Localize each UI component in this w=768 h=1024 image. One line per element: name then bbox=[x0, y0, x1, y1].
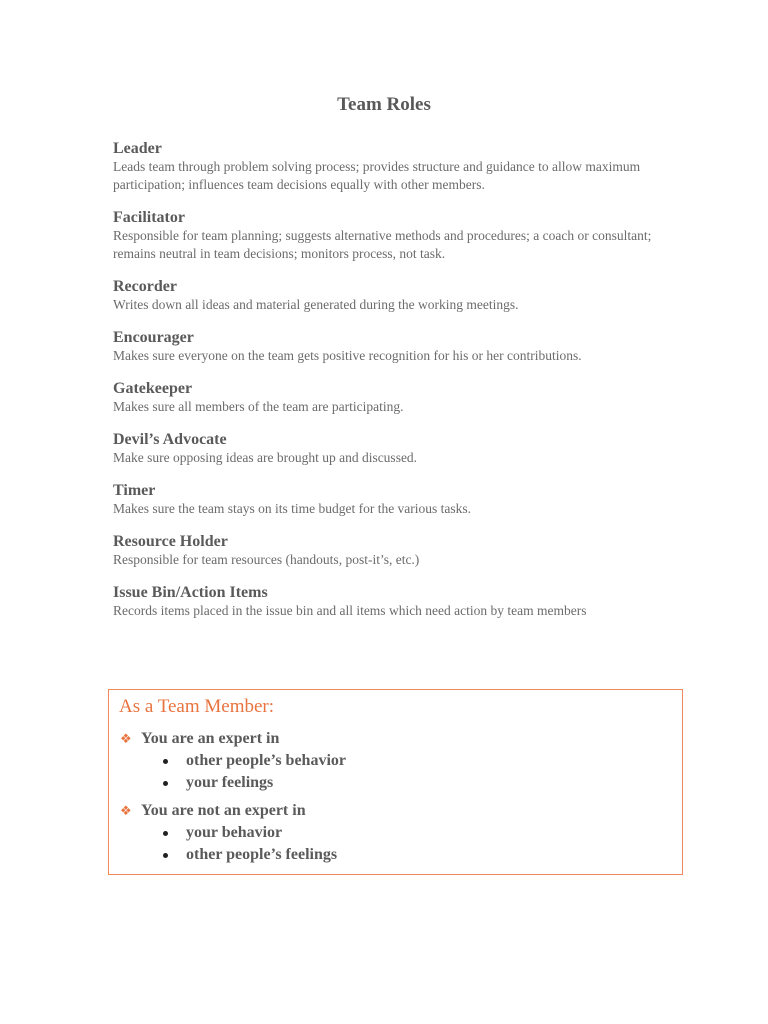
role-description: Makes sure the team stays on its time budget for the various tasks. bbox=[113, 501, 472, 516]
list-item bbox=[120, 844, 337, 866]
role-issue-bin bbox=[113, 583, 673, 620]
role-timer bbox=[113, 481, 673, 518]
role-description: Makes sure everyone on the team gets positive recognition for his or her contributions. bbox=[113, 348, 582, 363]
sub-list bbox=[120, 822, 337, 866]
team-member-box bbox=[108, 689, 683, 875]
bullet-icon bbox=[163, 759, 168, 764]
role-encourager bbox=[113, 328, 673, 365]
bullet-icon bbox=[163, 831, 168, 836]
list-item bbox=[120, 750, 346, 772]
role-facilitator bbox=[113, 208, 673, 263]
role-name: Leader bbox=[113, 140, 162, 157]
role-resource-holder bbox=[113, 532, 673, 569]
role-name: Timer bbox=[113, 482, 156, 499]
group-heading: You are an expert in bbox=[141, 730, 280, 747]
role-leader bbox=[113, 139, 673, 194]
role-name: Recorder bbox=[113, 278, 177, 295]
role-devils-advocate bbox=[113, 430, 673, 467]
group-heading-row bbox=[120, 800, 337, 822]
box-title: As a Team Member: bbox=[119, 696, 275, 717]
role-recorder bbox=[113, 277, 673, 314]
role-gatekeeper bbox=[113, 379, 673, 416]
not-expert-group bbox=[120, 800, 337, 866]
sub-list bbox=[120, 750, 346, 794]
role-name: Facilitator bbox=[113, 209, 185, 226]
role-name: Gatekeeper bbox=[113, 380, 193, 397]
list-item bbox=[120, 772, 346, 794]
diamond-bullet-icon: ❖ bbox=[120, 803, 132, 818]
role-name: Devil’s Advocate bbox=[113, 431, 227, 448]
role-description: Make sure opposing ideas are brought up and discussed. bbox=[113, 450, 418, 465]
list-item-text: other people’s feelings bbox=[186, 846, 338, 863]
role-description: Leads team through problem solving process; provides structure and guidance to allow maximum participation; influences team decisions equally with other members. bbox=[113, 159, 641, 192]
role-name: Issue Bin/Action Items bbox=[113, 584, 268, 601]
role-description: Makes sure all members of the team are participating. bbox=[113, 399, 404, 414]
role-name: Resource Holder bbox=[113, 533, 228, 550]
role-description: Responsible for team resources (handouts, post-it’s, etc.) bbox=[113, 552, 420, 567]
diamond-bullet-icon: ❖ bbox=[120, 731, 132, 746]
list-item-text: other people’s behavior bbox=[186, 752, 346, 769]
group-heading: You are not an expert in bbox=[141, 802, 306, 819]
page-title: Team Roles bbox=[337, 94, 431, 115]
expert-group bbox=[120, 728, 346, 794]
list-item-text: your behavior bbox=[186, 824, 283, 841]
list-item-text: your feelings bbox=[186, 774, 274, 791]
role-description: Records items placed in the issue bin and all items which need action by team members bbox=[113, 603, 587, 618]
list-item bbox=[120, 822, 337, 844]
bullet-icon bbox=[163, 853, 168, 858]
bullet-icon bbox=[163, 781, 168, 786]
role-description: Responsible for team planning; suggests alternative methods and procedures; a coach or consultant; remains neutral in team decisions; monitors process, not task. bbox=[113, 228, 652, 261]
roles-list bbox=[113, 139, 673, 634]
role-description: Writes down all ideas and material generated during the working meetings. bbox=[113, 297, 519, 312]
group-heading-row bbox=[120, 728, 346, 750]
role-name: Encourager bbox=[113, 329, 194, 346]
